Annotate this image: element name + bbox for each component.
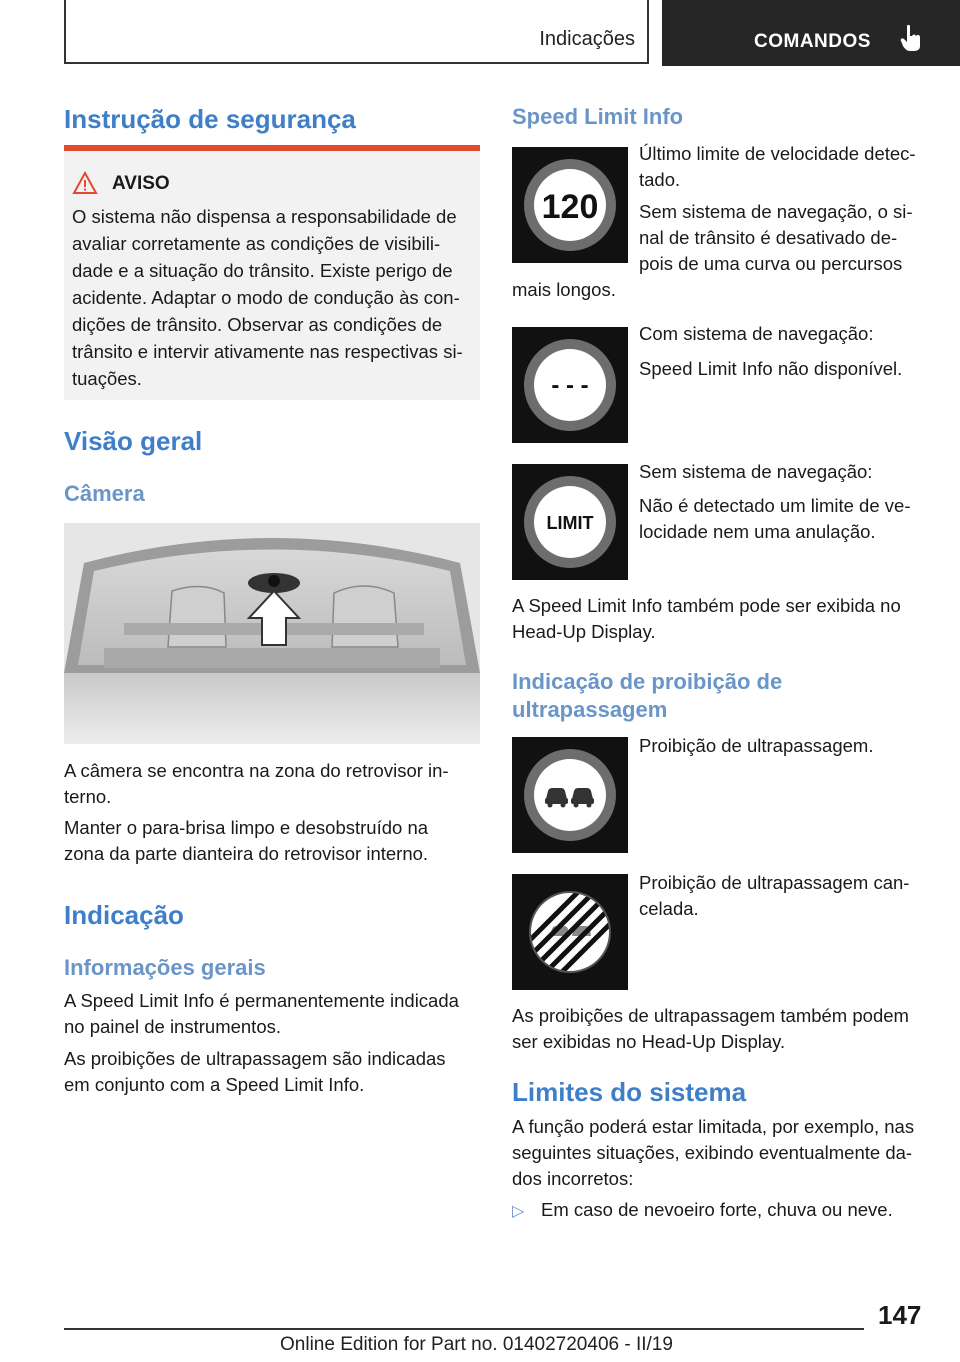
speed-limit-title: Speed Limit Info: [512, 104, 684, 129]
sign-dash-text: - - -: [551, 372, 589, 399]
sign-120-paragraph-b: Sem sistema de navegação, o si- nal de trânsito é desativado de- pois de uma curva ou percursos: [639, 201, 913, 274]
general-paragraph-1: A Speed Limit Info é permanentemente indicada no painel de instrumentos.: [64, 990, 459, 1037]
pointing-hand-icon: [900, 24, 922, 52]
safety-title: Instrução de segurança: [64, 104, 356, 134]
sign-limit-text: LIMIT: [546, 513, 594, 533]
chapter-tab-label: COMANDOS: [754, 31, 871, 52]
sign-120-paragraph-a: Último limite de velocidade detec- tado.: [639, 143, 916, 190]
sign-limit-line-a: Sem sistema de navegação:: [639, 461, 873, 482]
camera-paragraph-1: A câmera se encontra na zona do retrovisor in- terno.: [64, 760, 449, 807]
camera-paragraph-2: Manter o para-brisa limpo e desobstruído na zona da parte dianteira do retrovisor interno.: [64, 817, 429, 864]
general-paragraph-2: As proibições de ultrapassagem são indicadas em conjunto com a Speed Limit Info.: [64, 1048, 446, 1095]
section-label: Indicações: [539, 28, 635, 50]
sign-limit-paragraph-b: Não é detectado um limite de ve- locidade nem uma anulação.: [639, 495, 911, 542]
general-info-title: Informações gerais: [64, 955, 266, 980]
speed-sign-limit: [512, 464, 628, 580]
camera-location-photo: [64, 523, 480, 744]
bullet-item: Em caso de nevoeiro forte, chuva ou neve.: [541, 1199, 893, 1220]
speed-sign-120: [512, 147, 628, 263]
limits-title: Limites do sistema: [512, 1077, 747, 1107]
overtake-hud-paragraph: As proibições de ultrapassagem também podem ser exibidas no Head-Up Display.: [512, 1005, 909, 1052]
sign-120-text: 120: [541, 188, 599, 226]
chapter-tab: [662, 0, 960, 66]
warning-box: [64, 151, 480, 400]
bullet-marker: ▷: [512, 1203, 525, 1220]
overtake-cancel-paragraph: Proibição de ultrapassagem can- celada.: [639, 872, 910, 919]
sign-dash-line-b: Speed Limit Info não disponível.: [639, 358, 903, 379]
header-box: [64, 0, 649, 64]
hud-paragraph: A Speed Limit Info também pode ser exibida no Head-Up Display.: [512, 595, 901, 642]
no-overtaking-sign: [512, 737, 628, 853]
warning-title: AVISO: [112, 173, 170, 194]
warning-text: O sistema não dispensa a responsabilidade de avaliar corretamente as condições de visibili- dade e a situação do trânsito. Existe perigo de acidente. Adaptar o modo de condução às con- dições de trânsito. Observar as condições de trânsito e intervir ativamente nas respectivas si- tuações.: [72, 206, 463, 389]
sign-120-tail: mais longos.: [512, 279, 616, 300]
indication-title: Indicação: [64, 900, 184, 930]
speed-sign-unavailable: [512, 327, 628, 443]
camera-title: Câmera: [64, 481, 145, 506]
no-overtake-text: Proibição de ultrapassagem.: [639, 735, 874, 756]
edition-text: Online Edition for Part no. 01402720406 - II/19: [280, 1334, 673, 1355]
overtaking-end-sign: [512, 874, 628, 990]
sign-dash-line-a: Com sistema de navegação:: [639, 323, 874, 344]
footer-rule: [64, 1328, 864, 1330]
page-number: 147: [878, 1300, 922, 1330]
warning-triangle-icon: [72, 171, 98, 195]
limits-paragraph: A função poderá estar limitada, por exemplo, nas seguintes situações, exibindo eventualmente da- dos incorretos:: [512, 1116, 915, 1189]
overtake-title: Indicação de proibição de ultrapassagem: [512, 669, 783, 722]
overview-title: Visão geral: [64, 426, 203, 456]
